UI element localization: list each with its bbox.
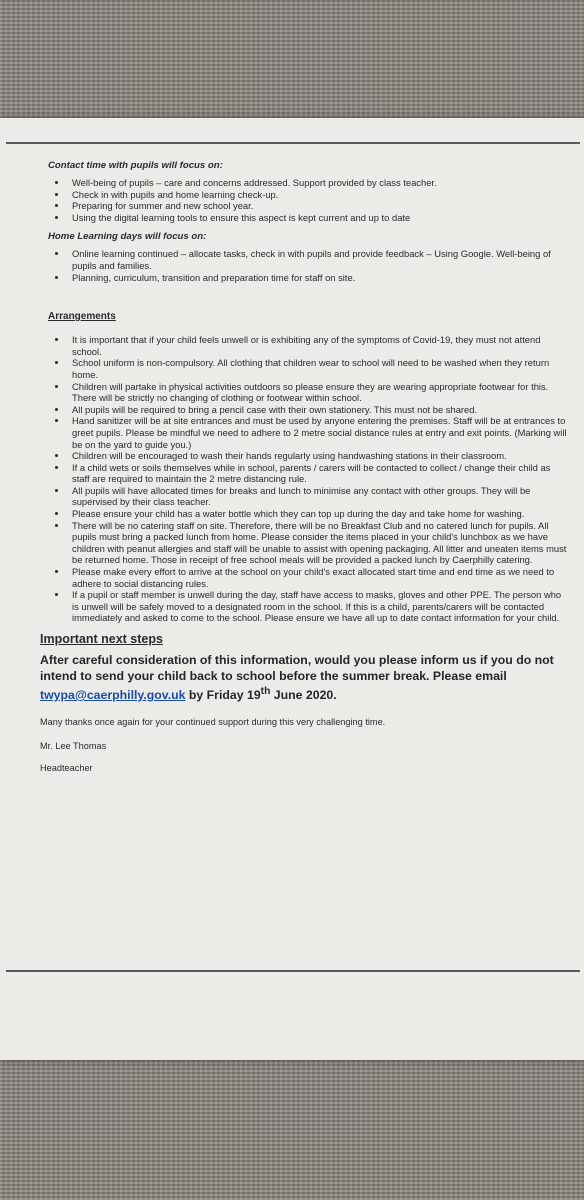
list-item: • Hand sanitizer will be at site entrances and must be used by anyone entering the premises. Staff will be at entrances to greet pupils. Please be mindful we need to adhere to 2 metre social distance rules at entry and exit points. (Marking will be on the yard to guide you.) xyxy=(68,415,570,450)
list-item: • All pupils will have allocated times for breaks and lunch to minimise any contact with other groups. They will be supervised by their class teacher. xyxy=(68,485,570,508)
letter-content xyxy=(40,160,570,785)
list-item: • Children will partake in physical activities outdoors so please ensure they are wearing appropriate footwear for this. There will be strictly no changing of clothing or footwear within school. xyxy=(68,381,570,404)
list-item: • Using the digital learning tools to ensure this aspect is kept current and up to date xyxy=(68,212,570,224)
list-item: • Please make every effort to arrive at the school on your child's exact allocated start time and end time as we need to adhere to social distancing rules. xyxy=(68,566,570,589)
home-learning-list xyxy=(48,248,570,283)
list-item: • Preparing for summer and new school year. xyxy=(68,200,570,212)
deadline-suffix: June 2020. xyxy=(273,688,337,703)
contact-list xyxy=(48,177,570,223)
list-item: • School uniform is non-compulsory. All clothing that children wear to school will need to be washed when they return home. xyxy=(68,357,570,380)
list-item: • If a pupil or staff member is unwell during the day, staff have access to masks, gloves and other PPE. The person who is unwell will be safely moved to a designated room in the school. If this is a child, parents/carers will be contacted immediately and asked to come to the school. Please ensure we have all up to date contact information for your child. xyxy=(68,589,570,624)
next-steps-title: Important next steps xyxy=(40,632,163,646)
list-item: • All pupils will be required to bring a pencil case with their own stationery. This must not be shared. xyxy=(68,404,570,416)
email-prefix: Please email xyxy=(432,669,507,683)
list-item: • Planning, curriculum, transition and preparation time for staff on site. xyxy=(68,272,570,284)
home-learning-heading: Home Learning days will focus on: xyxy=(48,231,207,243)
list-item: • Online learning continued – allocate tasks, check in with pupils and provide feedback – Using Google. Well-being of pupils and families. xyxy=(68,248,570,271)
arrangements-list xyxy=(48,334,570,624)
list-item: • There will be no catering staff on site. Therefore, there will be no Breakfast Club and no catered lunch for pupils. All pupils must bring a packed lunch from home. Please consider the items placed in your child's lunchbox as we have children with peanut allergies and staff will be unable to assist with opening packaging. All litter and uneaten items must be returned home. Those in receipt of free school meals will be provided a packed lunch by Caerphilly catering. xyxy=(68,520,570,566)
list-item: • Please ensure your child has a water bottle which they can top up during the day and take home for washing. xyxy=(68,508,570,520)
list-item: • If a child wets or soils themselves while in school, parents / carers will be contacted to collect / change their child as staff are required to maintain the 2 metre distancing rule. xyxy=(68,462,570,485)
deadline-superscript: th xyxy=(260,686,271,697)
arrangements-title: Arrangements xyxy=(48,311,116,323)
next-steps-text: After careful consideration of this information, would you please inform us if you do not intend to send your child back to school before the summer break. xyxy=(40,653,554,683)
deadline-prefix: by Friday 19 xyxy=(188,688,261,703)
list-item: • Check in with pupils and home learning check-up. xyxy=(68,189,570,201)
list-item: • It is important that if your child feels unwell or is exhibiting any of the symptoms of Covid-19, they must not attend school. xyxy=(68,334,570,357)
signatory-name: Mr. Lee Thomas xyxy=(40,741,107,752)
closing-thanks: Many thanks once again for your continued support during this very challenging time. xyxy=(40,717,386,728)
list-item: • Children will be encouraged to wash their hands regularly using handwashing stations in their classroom. xyxy=(68,450,570,462)
email-link[interactable]: twypa@caerphilly.gov.uk xyxy=(40,688,186,703)
next-steps-paragraph xyxy=(40,652,570,703)
list-item: • Well-being of pupils – care and concerns addressed. Support provided by class teacher. xyxy=(68,177,570,189)
signatory-role: Headteacher xyxy=(40,763,93,774)
contact-heading: Contact time with pupils will focus on: xyxy=(48,160,223,171)
